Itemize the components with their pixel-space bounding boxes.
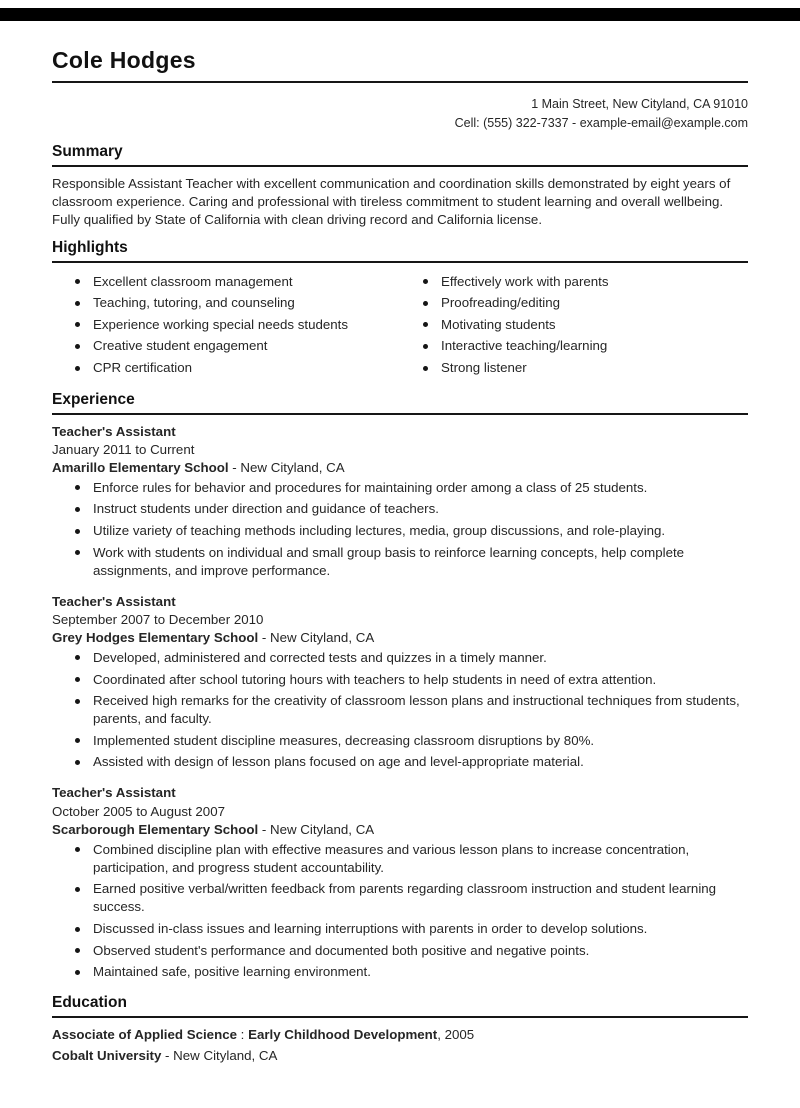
degree-year: , 2005 (437, 1027, 475, 1043)
job-school-name: Amarillo Elementary School (52, 459, 229, 475)
highlight-item: Interactive teaching/learning (400, 337, 748, 355)
experience-divider (52, 413, 748, 415)
phone-email-line: Cell: (555) 322-7337 - example-email@example.com (454, 115, 748, 130)
highlight-item: Motivating students (400, 316, 748, 334)
job-dates: October 2005 to August 2007 (52, 803, 225, 819)
job-1 (52, 423, 748, 580)
top-accent-bar (0, 8, 800, 21)
job-bullet: Earned positive verbal/written feedback from parents regarding classroom instruction and student learning success. (52, 880, 748, 916)
section-experience (52, 391, 748, 982)
highlights-columns (52, 271, 748, 381)
highlight-list-left (52, 273, 400, 381)
job-bullet-list (52, 841, 748, 982)
job-bullet: Maintained safe, positive learning environment. (52, 963, 748, 981)
degree-name: Associate of Applied Science (52, 1027, 237, 1043)
section-summary (52, 143, 748, 229)
job-location: - New Cityland, CA (228, 459, 345, 475)
resume-page (0, 8, 800, 1108)
job-school-name: Scarborough Elementary School (52, 821, 259, 837)
job-school-line (52, 821, 748, 839)
address-line: 1 Main Street, New Cityland, CA 91010 (531, 97, 748, 111)
job-bullet: Implemented student discipline measures, decreasing classroom disruptions by 80%. (52, 732, 748, 750)
highlights-heading: Highlights (52, 238, 128, 256)
resume-name: Cole Hodges (52, 47, 196, 73)
job-2 (52, 593, 748, 772)
job-bullet: Received high remarks for the creativity of classroom lesson plans and instructional techniques from students, parents, and faculty. (52, 692, 748, 728)
job-title: Teacher's Assistant (52, 593, 176, 609)
highlight-list-right (400, 273, 748, 381)
job-3 (52, 784, 748, 981)
education-heading: Education (52, 994, 127, 1012)
job-bullet: Instruct students under direction and guidance of teachers. (52, 500, 748, 518)
highlight-item: Creative student engagement (52, 337, 400, 355)
job-school-line (52, 629, 748, 647)
job-bullet: Discussed in-class issues and learning interruptions with parents in order to develop solutions. (52, 920, 748, 938)
job-dates: September 2007 to December 2010 (52, 611, 264, 627)
highlight-item: Excellent classroom management (52, 273, 400, 291)
name-divider (52, 81, 748, 83)
job-title: Teacher's Assistant (52, 785, 176, 801)
education-school-line (52, 1047, 748, 1065)
experience-heading: Experience (52, 390, 135, 408)
summary-divider (52, 165, 748, 167)
job-location: - New Cityland, CA (258, 821, 375, 837)
contact-block (52, 95, 748, 133)
education-school-location: - New Cityland, CA (161, 1048, 278, 1064)
job-bullet: Utilize variety of teaching methods including lectures, media, group discussions, and role-playing. (52, 522, 748, 540)
degree-field: Early Childhood Development (248, 1027, 438, 1043)
highlight-item: Proofreading/editing (400, 294, 748, 312)
summary-heading: Summary (52, 142, 123, 160)
job-bullet-list (52, 649, 748, 771)
job-bullet: Coordinated after school tutoring hours with teachers to help students in need of extra attention. (52, 671, 748, 689)
job-location: - New Cityland, CA (258, 629, 375, 645)
highlight-item: Experience working special needs students (52, 316, 400, 334)
job-bullet: Combined discipline plan with effective measures and various lesson plans to increase concentration, participation, and progress student accountability. (52, 841, 748, 877)
job-title: Teacher's Assistant (52, 423, 176, 439)
job-bullet: Developed, administered and corrected tests and quizzes in a timely manner. (52, 649, 748, 667)
highlight-item: Strong listener (400, 359, 748, 377)
education-school-name: Cobalt University (52, 1048, 162, 1064)
highlight-item: Effectively work with parents (400, 273, 748, 291)
job-school-name: Grey Hodges Elementary School (52, 629, 259, 645)
highlights-divider (52, 261, 748, 263)
job-bullet: Enforce rules for behavior and procedures for maintaining order among a class of 25 students. (52, 479, 748, 497)
job-dates: January 2011 to Current (52, 441, 195, 457)
education-divider (52, 1016, 748, 1018)
section-education (52, 994, 748, 1065)
job-bullet-list (52, 479, 748, 580)
highlight-item: CPR certification (52, 359, 400, 377)
resume-content (0, 21, 800, 1108)
job-bullet: Work with students on individual and small group basis to reinforce learning concepts, help complete assignments, and improve performance. (52, 544, 748, 580)
highlight-item: Teaching, tutoring, and counseling (52, 294, 400, 312)
section-highlights (52, 239, 748, 381)
degree-separator: : (236, 1027, 249, 1043)
summary-text: Responsible Assistant Teacher with excellent communication and coordination skills demonstrated by eight years of classroom experience. Caring and professional with tireless commitment to student learning and overall wellbeing. Fully qualified by State of California with clean driving record and California license. (52, 175, 731, 227)
job-bullet: Observed student's performance and documented both positive and negative points. (52, 942, 748, 960)
job-school-line (52, 459, 748, 477)
job-bullet: Assisted with design of lesson plans focused on age and level-appropriate material. (52, 753, 748, 771)
education-degree-line (52, 1026, 748, 1044)
